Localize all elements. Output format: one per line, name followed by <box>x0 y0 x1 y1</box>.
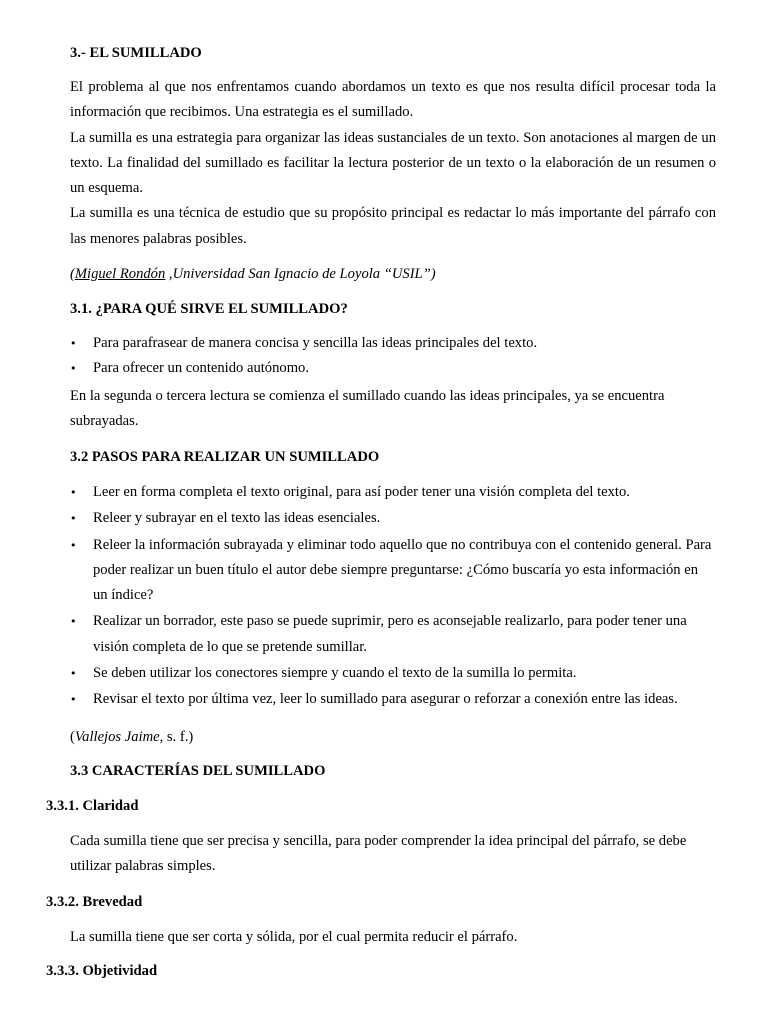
list-item: • Leer en forma completa el texto original, para así poder tener una visión completa del texto. <box>70 480 716 505</box>
paragraph: La sumilla es una estrategia para organizar las ideas sustanciales de un texto. Son anotaciones al margen de un texto. La finalidad del sumillado es facilitar la lectura posterior de un texto o la elaboración de un resumen o un esquema. <box>70 129 716 197</box>
bullet-icon: • <box>70 615 77 629</box>
citation-open: ( <box>70 266 75 282</box>
paragraph-claridad: Cada sumilla tiene que ser precisa y sencilla, para poder comprender la idea principal del párrafo, se debe utilizar palabras simples. <box>70 833 687 875</box>
bullet-icon: • <box>70 538 77 552</box>
bullet-list-para-que-sirve <box>70 331 716 382</box>
bullet-icon: • <box>70 667 77 681</box>
bullet-icon: • <box>70 362 77 376</box>
section-heading-sumillado: 3.- EL SUMILLADO <box>70 45 202 61</box>
list-item: • Releer la información subrayada y eliminar todo aquello que no contribuya con el contenido general. Para poder realizar un buen título el autor debe siempre preguntarse: ¿Cómo buscaría yo esta información en un índice? <box>70 533 716 609</box>
bullet-icon: • <box>70 486 77 499</box>
bullet-list-pasos <box>70 480 716 713</box>
bullet-icon: • <box>70 693 77 707</box>
paragraph-brevedad: La sumilla tiene que ser corta y sólida, por el cual permita reducir el párrafo. <box>70 929 518 945</box>
list-item: • Revisar el texto por última vez, leer lo sumillado para asegurar o reforzar a conexión entre las ideas. <box>70 687 716 712</box>
subheading-claridad: 3.3.1. Claridad <box>46 798 139 814</box>
section-heading-pasos: 3.2 PASOS PARA REALIZAR UN SUMILLADO <box>70 449 380 465</box>
list-item: • Para ofrecer un contenido autónomo. <box>70 356 716 381</box>
citation-rondon <box>70 262 716 287</box>
citation-author: Miguel Rondón <box>74 266 166 282</box>
list-item: • Releer y subrayar en el texto las ideas esenciales. <box>70 506 716 531</box>
bullet-icon: • <box>70 512 77 526</box>
section-heading-caracteristicas: 3.3 CARACTERÍAS DEL SUMILLADO <box>70 763 326 779</box>
citation-rest: ,Universidad San Ignacio de Loyola “USIL”) <box>165 266 436 282</box>
citation-vallejos: (Vallejos Jaime, s. f.) <box>70 729 194 745</box>
subheading-brevedad: 3.3.2. Brevedad <box>46 894 143 910</box>
paragraph: El problema al que nos enfrentamos cuando abordamos un texto es que nos resulta difícil procesar toda la información que recibimos. Una estrategia es el sumillado. <box>70 79 716 121</box>
list-item: • Realizar un borrador, este paso se puede suprimir, pero es aconsejable realizarlo, para poder tener una visión completa de lo que se pretende sumillar. <box>70 609 716 660</box>
list-item: • Para parafrasear de manera concisa y sencilla las ideas principales del texto. <box>70 331 716 356</box>
section-body-sumillado <box>70 75 716 252</box>
paragraph: La sumilla es una técnica de estudio que su propósito principal es redactar lo más importante del párrafo con las menores palabras posibles. <box>70 205 716 247</box>
paragraph-segunda-lectura: En la segunda o tercera lectura se comienza el sumillado cuando las ideas principales, ya se encuentra subrayadas. <box>70 388 665 430</box>
list-item: • Se deben utilizar los conectores siempre y cuando el texto de la sumilla lo permita. <box>70 661 716 686</box>
citation-author: Vallejos Jaime <box>74 729 160 745</box>
subheading-objetividad: 3.3.3. Objetividad <box>46 963 158 979</box>
bullet-icon: • <box>70 337 77 350</box>
section-heading-para-que-sirve: 3.1. ¿PARA QUÉ SIRVE EL SUMILLADO? <box>70 301 348 317</box>
